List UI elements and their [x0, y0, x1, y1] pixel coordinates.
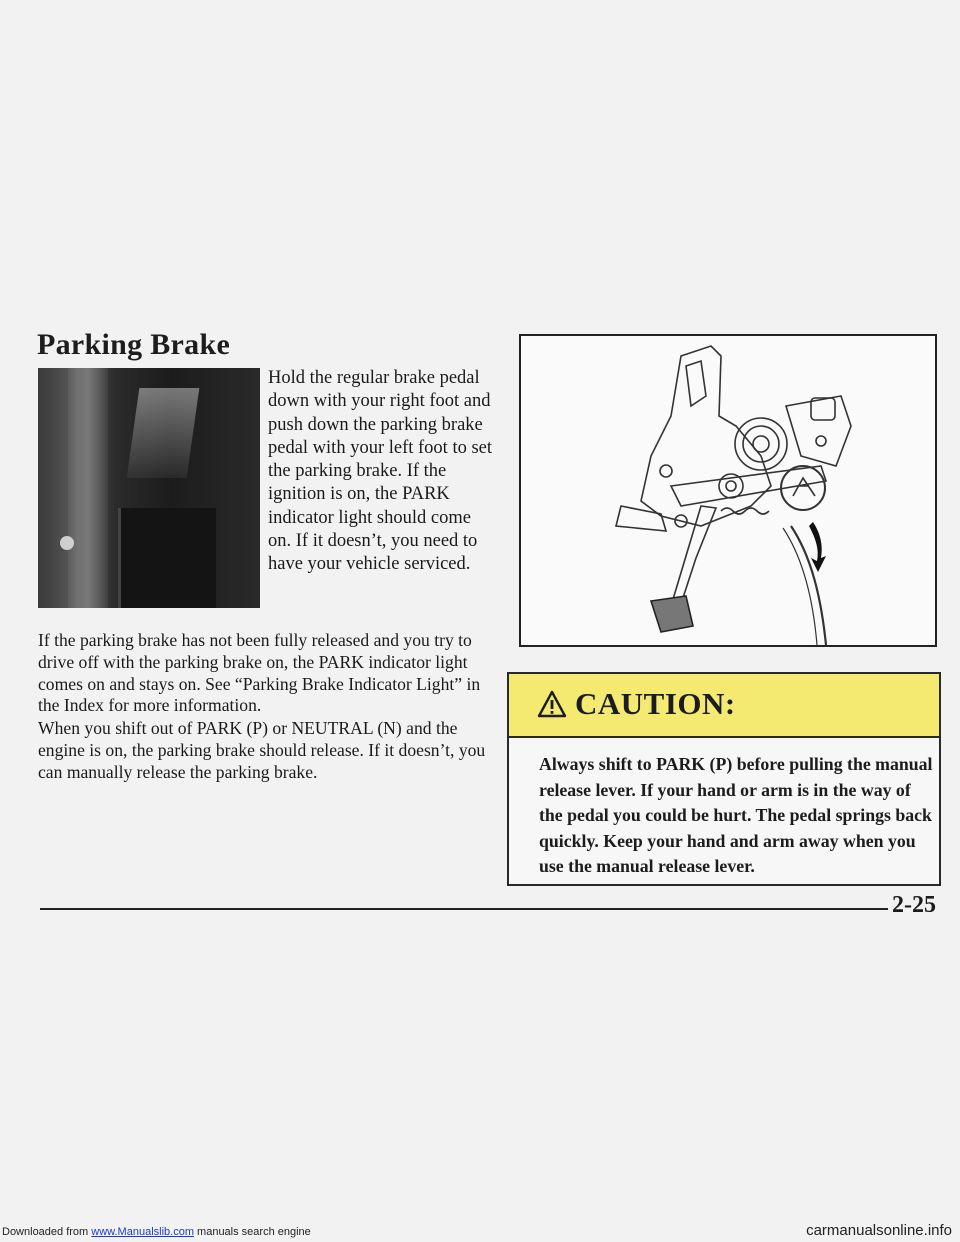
body-paragraph-2: When you shift out of PARK (P) or NEUTRAL (N) and the engine is on, the parking brake should release. If it doesn’t, you can manually release the parking brake. [38, 718, 486, 782]
caution-header [509, 674, 939, 738]
watermark-text: carmanualsonline.info [806, 1222, 952, 1239]
footer-suffix: manuals search engine [193, 1226, 311, 1238]
page-divider [40, 908, 888, 910]
intro-paragraph: Hold the regular brake pedal down with your right foot and push down the parking brake pedal with your left foot to set the parking brake. If the ignition is on, the PARK indicator light should come on. If it doesn’t, you need to have your vehicle serviced. [268, 368, 493, 575]
pedal-photo [38, 368, 260, 608]
footer-prefix: Downloaded from [2, 1226, 92, 1238]
caution-box [507, 672, 941, 886]
page-number: 2-25 [892, 892, 936, 918]
page-title: Parking Brake [37, 328, 231, 361]
parking-brake-diagram [519, 334, 937, 647]
caution-heading: CAUTION: [575, 686, 736, 721]
caution-text: Always shift to PARK (P) before pulling the manual release lever. If your hand or arm is in the way of the pedal you could be hurt. The pedal springs back quickly. Keep your hand and arm away when you use the manual release lever. [539, 754, 933, 876]
body-paragraph-1: If the parking brake has not been fully released and you try to drive off with the parking brake on, the PARK indicator light comes on and stays on. See “Parking Brake Indicator Light” in the Index for more information. [38, 630, 481, 716]
manualslib-link[interactable]: www.Manualslib.com [91, 1226, 194, 1238]
warning-triangle-icon [537, 690, 567, 718]
download-footer [0, 1226, 311, 1238]
